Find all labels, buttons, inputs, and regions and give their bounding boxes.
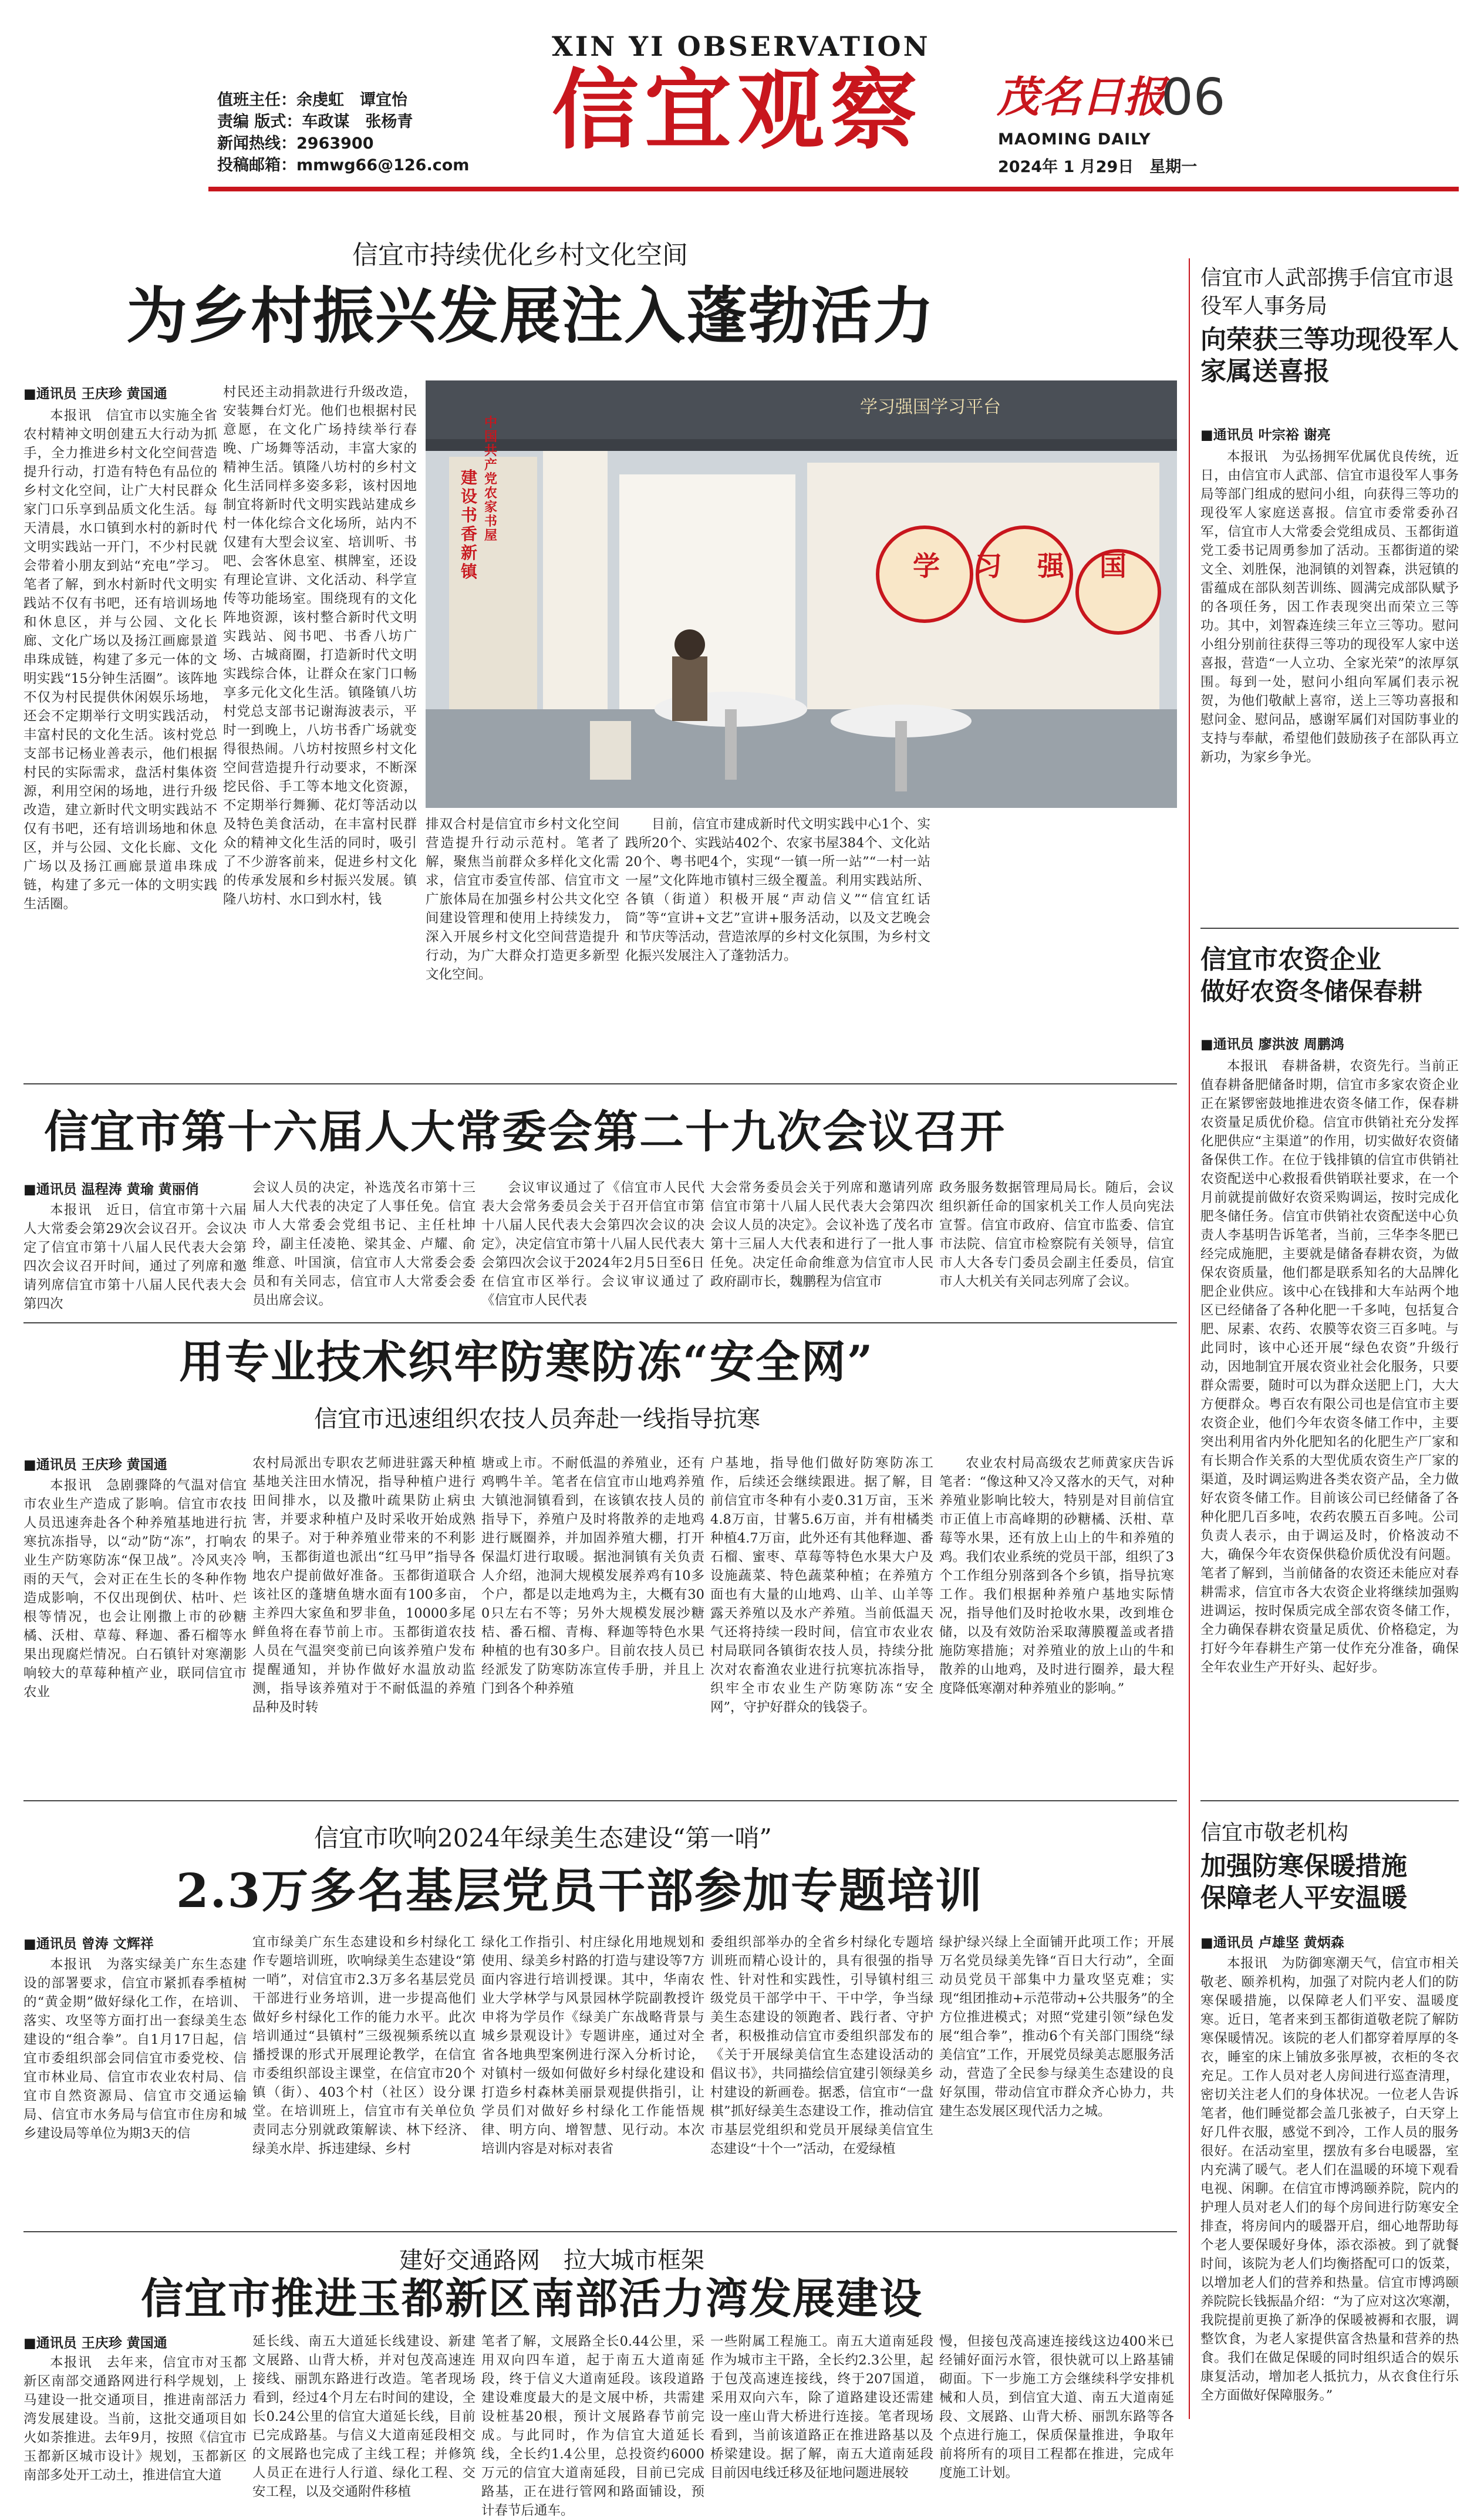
- article-byline: ■通讯员 温程涛 黄瑜 黄丽俏: [23, 1182, 199, 1197]
- article-byline: ■通讯员 王庆珍 黄国通: [23, 2336, 167, 2351]
- article-column: [252, 1933, 475, 2224]
- article-kicker: 信宜市吹响2024年绿美生态建设“第一哨”: [314, 1824, 772, 1852]
- article-paragraph: 农村局派出专职农艺师进驻露天种植基地关注田水情况，指导种植户进行田间排水，以及撒叶疏果防止病虫害，并要求种植户及时采收开始成熟的果子。对于种养殖业带来的不利影响，玉都街道也派出“红马甲”指导各地农户提前做好准备。玉都街道联合该社区的蓬塘鱼塘水面有100多亩，主养四大家鱼和罗非鱼，10000多尾鲜鱼将在春节前上市。玉都街道农技人员在气温突变前已向该养殖户发布提醒通知，并协作做好水温放动监测，指导该养殖对于不耐低温的养殖品种及时转: [252, 1456, 475, 1715]
- sidebar-title-line2: 保障老人平安温暖: [1200, 1883, 1407, 1913]
- sidebar-title-line1: 信宜市农资企业: [1200, 945, 1381, 975]
- article-column: [426, 815, 619, 1073]
- article-paragraph: 政务服务数据管理局局长。随后，会议组织新任命的国家机关工作人员向宪法宣誓。信宜市政府、信宜市监委、信宜市法院、信宜市检察院有关领导，信宜市人大各专门委员会副主任委员，信宜市人大机关有关同志列席了会议。: [939, 1180, 1174, 1289]
- article-paragraph: 目前，信宜市建成新时代文明实践中心1个、实践所20个、实践站402个、农家书屋384个、文化站20个、粤书吧4个，实现“一镇一所一站”“一村一站一屋”文化阵地市镇村三级全覆盖。利用实践站所、各镇（街道）积极开展“声动信义”“信宜红话筒”等“宣讲+文艺”宣讲+服务活动，以及文艺晚会和节庆等活动，营造浓厚的乡村文化氛围，为乡村文化振兴发展注入了蓬勃活力。: [625, 817, 930, 963]
- issue-date: 2024年 1 月29日 星期一: [998, 158, 1198, 176]
- sidebar-kicker: 信宜市敬老机构: [1200, 1821, 1349, 1845]
- article-paragraph: 排双合村是信宜市乡村文化空间营造提升行动示范村。笔者了解，聚焦当前群众多样化文化需求，信宜市委宣传部、信宜市文广旅体局在加强乡村公共文化空间建设管理和使用上持续发力，深入开展乡村文化空间营造提升行动，为广大群众打造更多新型文化空间。: [426, 817, 619, 982]
- sidebar-column: [1200, 1954, 1459, 2419]
- article-paragraph: 会议审议通过了《信宜市人民代表大会常务委员会关于召开信宜市第十八届人民代表大会第四次会议的决定》，决定信宜市第十八届人民代表大会第四次会议于2024年2月5日至6日在信宜市区举行。会议审议通过了《信宜市人民代表: [481, 1180, 704, 1308]
- article-column: [939, 1454, 1174, 1793]
- masthead-editors: [217, 89, 469, 176]
- article-column: [23, 1955, 247, 2224]
- article-title: 信宜市推进玉都新区南部活力湾发展建设: [141, 2273, 923, 2323]
- article-paragraph: 委组织部举办的全省乡村绿化专题培训班而精心设计的，具有很强的指导性、针对性和实践性，引导镇村组三级党员干部学中干、干中学，争当绿美生态建设的领跑者、践行者、守护者，积极推动信宜市委组织部发布的《关于开展绿美信宜生态建设活动的倡议书》，共同描绘信宜建引领绿美乡村建设的新画卷。据悉，信宜市“一盘棋”抓好绿美生态建设工作，推动信宜市基层党组织和党员开展绿美信宜生态建设“十个一”活动，在爱绿植: [710, 1935, 933, 2157]
- article-byline: ■通讯员 王庆珍 黄国通: [23, 1457, 167, 1473]
- editor-value: mmwg66@126.com: [296, 156, 470, 174]
- sidebar-paragraph: 本报讯 为防御寒潮天气，信宜市相关敬老、颐养机构，加强了对院内老人们的防寒保暖措施，以保障老人们平安、温暖度寒。近日，笔者来到玉都街道敬老院了解防寒保暖情况。该院的老人们都穿着厚厚的冬衣，睡室的床上铺放多张厚被，衣柜的冬衣充足。工作人员对老人房间进行巡查清理，密切关注老人们的身体状况。一位老人告诉笔者，他们睡觉都会盖几张被子，白天穿上好几件衣服，感觉不到冷，工作人员的服务很好。在活动室里，摆放有多台电暖器，室内充满了暖气。老人们在温暖的环境下观看电视、闲聊。在信宜市博鸿颐养院，院内的护理人员对老人们的每个房间进行防寒安全排查，将房间内的暖器开启，细心地帮助每个老人要保暖好身体，添衣添被。到了就餐时间，该院为老人们均衡搭配可口的饭菜，以增加老人们的营养和热量。信宜市博鸿颐养院院长钱振晶介绍：“为了应对这次寒潮，我院提前更换了新净的保暖被褥和衣服，调整饮食，为老人家提供富含热量和营养的热食。我们在做足保暖的同时组织适合的娱乐康复活动，增加老人抵抗力，从衣食住行乐全方面做好保障服务。”: [1200, 1956, 1459, 2403]
- editor-value: 余虔虹 谭宜怡: [296, 91, 407, 109]
- article-paragraph: 农业农村局高级农艺师黄家庆告诉笔者：“像这种又冷又落水的天气，对种养殖业影响比较大，特别是对目前信宜市正值上市高峰期的砂糖橘、沃柑、草莓等水果，还有放上山上的牛和养殖的鸡。我们农业系统的党员干部，组织了3个工作组分别落到各个乡镇，指导抗寒工作。我们根据种养殖户基地实际情况，指导他们及时抢收水果，改到堆仓储，以及有效防治采取薄膜覆盖或者措施防寒措施；对养殖业的放上山的牛和散养的山地鸡，及时进行圈养，最大程度降低寒潮对种养殖业的影响。”: [939, 1456, 1174, 1696]
- article-column: [481, 1178, 704, 1315]
- article-title: 2.3万多名基层党员干部参加专题培训: [176, 1863, 984, 1918]
- article-photo-reading-room: [426, 380, 1177, 808]
- reading-room-illustration: [426, 380, 1177, 808]
- page-number: 06: [1161, 68, 1226, 127]
- article-paragraph: 本报讯 为落实绿美广东生态建设的部署要求，信宜市紧抓春季植树的“黄金期”做好绿化工作，在培训、落实、攻坚等方面打出一套绿美生态建设的“组合拳”。自1月17日起，信宜市委组织部会同信宜市委党校、信宜市林业局、信宜市农业农村局、信宜市自然资源局、信宜市交通运输局、信宜市水务局与信宜市住房和城乡建设局等单位为期3天的信: [23, 1957, 247, 2141]
- article-column: [23, 1201, 247, 1315]
- article-paragraph: 户基地，指导他们做好防寒防冻工作，后续还会继续跟进。据了解，目前信宜市冬种有小麦0.31万亩，玉米4.8万亩，甘薯5.6万亩，并有柑橘类种植4.7万亩，此外还有其他释迦、番石榴、蜜枣、草莓等特色水果大户及设施蔬菜、特色蔬菜种植；在养殖方面也有大量的山地鸡、山羊、山羊等露天养殖以及水产养殖。当前低温天气还将持续一段时间，信宜市农业农村局联同各镇街农技人员，持续分批次对农畜渔农业进行抗寒抗冻指导，织牢全市农业生产防寒防冻“安全网”，守护好群众的钱袋子。: [710, 1456, 933, 1715]
- sidebar-title-line2: 做好农资冬储保春耕: [1200, 977, 1423, 1006]
- article-column: [252, 1454, 475, 1793]
- editor-value: 车政谋 张杨青: [302, 113, 413, 131]
- editor-label: 责编 版式：: [217, 113, 302, 131]
- editor-label: 值班主任：: [217, 91, 296, 109]
- article-column: [710, 1178, 933, 1315]
- sidebar-byline: ■通讯员 卢雄坚 黄炳森: [1200, 1935, 1344, 1950]
- article-column: [710, 1933, 933, 2224]
- sidebar-separator: [1200, 1800, 1459, 1801]
- article-paragraph: 绿护绿兴绿上全面铺开此项工作；开展万名党员绿美先锋“百日大行动”，全面动员党员干部集中力量攻坚克难；实现“组团推动+示范带动+公共服务”的全方位推进模式；对照“党建引领”绿色发展“组合拳”，推动6个有关部门围绕“绿美信宜”工作，开展党员绿美志愿服务活动，营造了全民参与绿美生态建设的良好氛围，带动信宜市群众齐心协力，共建生态发展区现代活力之城。: [939, 1935, 1174, 2119]
- article-column: [252, 2332, 475, 2499]
- article-paragraph: 本报讯 近日，信宜市第十六届人大常委会第29次会议召开。会议决定了信宜市第十八届人民代表大会第四次会议召开时间，通过了列席和邀请列席信宜市第十八届人民代表大会第四次: [23, 1202, 247, 1312]
- article-paragraph: 一些附属工程施工。南五大道南延段作为城市主干路，全长约2.3公里，起于包茂高速连接线，终于207国道，采用双向六车，除了道路建设还需建设一座山背大桥进行连接。笔者现场看到，当前该道路正在推进路基以及桥梁建设。据了解，南五大道南延段目前因电线迁移及征地问题进展较: [710, 2334, 933, 2481]
- article-column: [252, 1178, 475, 1315]
- masthead-rule: [208, 187, 1459, 191]
- paper-english-name: MAOMING DAILY: [998, 130, 1151, 149]
- article-paragraph: 本报讯 急剧骤降的气温对信宜市农业生产造成了影响。信宜市农技人员迅速奔赴各个种养殖基地进行抗寒抗冻指导，以“动”防“冻”，打响农业生产防寒防冻“保卫战”。冷风夹冷雨的天气，会对正在生长的冬种作物造成影响，不仅出现倒伏、枯叶、烂根等情况，也会让刚撒上市的砂糖橘、沃柑、草莓、释迦、番石榴等水果出现腐烂情况。白石镇针对寒潮影响较大的草莓种植产业，联同信宜市农业: [23, 1478, 247, 1700]
- masthead-english-title: XIN YI OBSERVATION: [552, 31, 930, 62]
- photo-sign-ceiling: 学习强国学习平台: [860, 397, 1001, 417]
- article-byline: ■通讯员 曾涛 文辉祥: [23, 1936, 154, 1952]
- sidebar-column: [1200, 1057, 1459, 1790]
- article-paragraph: 会议人员的决定，补选茂名市第十三届人大代表的决定了人事任免。信宜市人大常委会党组书记、主任杜坤玲，副主任凌艳、梁其金、卢耀、俞维意、叶国演，信宜市人大常委会委员和有关同志，信宜市人大常委会委员出席会议。: [252, 1180, 475, 1308]
- article-title: 为乡村振兴发展注入蓬勃活力: [126, 279, 936, 352]
- article-column: [710, 2332, 933, 2481]
- masthead-chinese-title: 信宜观察: [552, 59, 923, 161]
- article-paragraph: 大会常务委员会关于列席和邀请列席信宜市第十八届人民代表大会第四次会议人员的决定》。会议补选了茂名市第十三届人大代表和进行了一批人事任免。决定任命俞维意为信宜市人民政府副市长，魏鹏程为信宜市: [710, 1180, 933, 1289]
- editor-value: 2963900: [296, 134, 374, 153]
- section-divider: [23, 1800, 1177, 1801]
- article-paragraph: 村民还主动捐款进行升级改造，安装舞台灯光。他们也根据村民意愿，在文化广场持续举行春晚、广场舞等活动，丰富大家的精神生活。镇隆八坊村的乡村文化生活同样多姿多彩，该村因地制宜将新时代文明实践站建成乡村一体化综合文化场所，站内不仅建有大型会议室、培训听、书吧、会客休息室、棋牌室，还设有理论宣讲、文化活动、科学宣传等功能场室。围绕现有的文化阵地资源，该村整合新时代文明实践站、阅书吧、书香八坊广场、古城商圈，打造新时代文明实践综合体，让群众在家门口畅享多元化文化生活。镇隆镇八坊村党总支部书记谢海波表示，平时一到晚上，八坊书香广场就变得很热闹。八坊村按照乡村文化空间营造提升行动要求，不断深挖民俗、手工等本地文化资源，不定期举行舞狮、花灯等活动以及特色美食活动，在丰富村民群众的精神文化生活的同时，吸引了不少游客前来，促进乡村文化的传承发展和乡村振兴发展。镇隆八坊村、水口到水村，钱: [223, 385, 417, 907]
- article-byline: ■通讯员 王庆珍 黄国通: [23, 386, 167, 402]
- section-divider: [23, 2231, 1177, 2232]
- photo-sign-bookish-town: 建设书香新镇: [461, 468, 478, 581]
- article-paragraph: 塘或上市。不耐低温的养殖业，还有鸡鸭牛羊。笔者在信宜市山地鸡养殖大镇池洞镇看到，在该镇农技人员的指导下，养殖户及时将散养的走地鸡进行厩圈养，并加固养殖大棚，打开保温灯进行取暖。据池洞镇有关负责人介绍，池洞大规模发展养鸡有10多个户，都是以走地鸡为主，大概有300只左右不等；另外大规模发展沙糖桔、番石榴、青梅、释迦等特色水果种植的也有30多户。目前农技人员已经派发了防寒防冻宣传手册，并且上门到各个种养殖: [481, 1456, 704, 1696]
- sidebar-title-line1: 加强防寒保暖措施: [1200, 1851, 1407, 1881]
- sidebar-column: [1200, 447, 1459, 917]
- sidebar-title: 向荣获三等功现役军人家属送喜报: [1200, 325, 1459, 386]
- article-column: [23, 406, 217, 1076]
- article-column: [710, 1454, 933, 1793]
- sidebar-separator: [1200, 928, 1459, 929]
- article-paragraph: 延长线、南五大道延长线建设、新建文展路、山背大桥，并对包茂高速连接线、丽凯东路进行改造。笔者现场看到，经过4个月左右时间的建设，全长0.24公里的信宜大道延长线，目前已完成路基。与信义大道南延段相交的文展路也完成了主线工程；并修筑人员正在进行人行道、绿化工程、交安工程，以及交通附件移植: [252, 2334, 475, 2499]
- article-column: [23, 1476, 247, 1793]
- article-paragraph: 绿化工作指引、村庄绿化用地规划和使用、绿美乡村路的打造与建设等7方面内容进行培训授课。其中，华南农业大学林学与风景园林学院副教授许申将为学员作《绿美广东战略背景与城乡景观设计》专题讲座，通过对全省各地典型案例进行深入分析讨论，对镇村一级如何做好乡村绿化建设和打造乡村森林美丽景观提供指引，让学员们对做好乡村绿化工作能悟规律、明方向、增智慧、见行动。本次培训内容是对标对表省: [481, 1935, 704, 2157]
- article-column: [625, 815, 930, 1073]
- article-column: [23, 2353, 247, 2483]
- sidebar-divider: [1189, 258, 1190, 2419]
- article-column: [939, 1178, 1174, 1315]
- photo-sign-study-wall: 学习强国: [913, 550, 1162, 582]
- article-paragraph: 笔者了解，文展路全长0.44公里，采用双向四车道，起于南五大道南延段，终于信义大道南延段。该段道路建设难度最大的是文展中桥，共需建设桩基20根，预计文展路春节前完成。与此同时，作为信宜大道延长线，全长约1.4公里，总投资约6000万元的信宜大道南延段，目前已完成路基，正在进行管网和路面铺设，预计春节后通车。: [481, 2334, 704, 2518]
- article-column: [481, 2332, 704, 2518]
- editor-label: 投稿邮箱：: [217, 156, 296, 174]
- article-paragraph: 宜市绿美广东生态建设和乡村绿化工作专题培训班，吹响绿美生态建设“第一哨”，对信宜市2.3万多名基层党员干部进行业务培训，进一步提高他们做好乡村绿化工作的能力水平。此次培训通过“县镇村”三级视频系统以直播授课的形式开展理论教学，在信宜市委组织部设主课堂，在信宜市20个镇（街）、403个村（社区）设分课堂。在培训班上，信宜市有关单位负责同志分别就政策解读、林下经济、绿美水岸、拆违建绿、乡村: [252, 1935, 475, 2157]
- article-kicker: 信宜市持续优化乡村文化空间: [352, 240, 688, 270]
- article-title: 用专业技术织牢防寒防冻“安全网”: [179, 1336, 874, 1388]
- section-divider: [23, 1322, 1177, 1323]
- article-paragraph: 慢，但接包茂高速连接线这边400米已经铺好面污水管，很快就可以上路基铺砌面。下一步施工方会继续科学安排机械和人员，到信宜大道、南五大道南延段、文展路、山背大桥、丽凯东路等各个点进行施工，保质保量推进，争取年前将所有的项目工程都在推进，完成年度施工计划。: [939, 2334, 1174, 2481]
- photo-sign-party-board: 中国共产党农家书屋: [484, 415, 498, 543]
- sidebar-paragraph: 本报讯 春耕备耕，农资先行。当前正值春耕备肥储备时期，信宜市多家农资企业正在紧锣密鼓地推进农资冬储工作，保春耕农资量足质优价稳。信宜市供销社充分发挥化肥供应“主渠道”的作用，切实做好农资储备保供工作。在位于钱排镇的信宜市供销社农资配送中心救报看供销联社要求，在一个月前就提前做好农资采购调运，按时完成化肥冬储任务。信宜市供销社农资配送中心负责人李基明告诉笔者，当前，三华李冬肥已经完成施肥，主要就是储备春耕农资，为做保农资质量，他们都是联系知名的大品牌化肥企业供应。该中心在钱排和大车站两个地区已经储备了各种化肥一千多吨，包括复合肥、尿素、农药、农膜等农资三百多吨。与此同时，该中心还开展“绿色农资”升级行动，因地制宜开展农资业社会化服务，只要群众需要，随时可以为群众送肥上门，大大方便群众。粤百农有限公司也是信宜市主要农资企业，他们今年农资冬储工作中，主要突出利用省内外化肥知名的化肥生产厂家和有长期合作关系的大型优质农资生产厂家的渠道，及时调运购进各类农资产品，全力做好农资冬储工作。目前该公司已经储备了各种化肥几百多吨，农药农膜五百多吨。公司负责人表示，由于调运及时，价格波动不大，确保今年农资保供稳价质优没有问题。笔者了解到，当前储备的农资还未能应对春耕需求，信宜市各大农资企业将继续加强购进调运，按时保质完成全部农资冬储工作，全力确保春耕农资量足质优、价格稳定，为打好今年春耕生产第一仗作充分准备，确保全年农业生产开好头、起好步。: [1200, 1059, 1459, 1675]
- sidebar-byline: ■通讯员 叶宗裕 谢亮: [1200, 427, 1331, 443]
- article-subtitle: 信宜市迅速组织农技人员奔赴一线指导抗寒: [314, 1406, 760, 1433]
- article-paragraph: 本报讯 信宜市以实施全省农村精神文明创建五大行动为抓手，全力推进乡村文化空间营造提升行动，打造有特色有品位的乡村文化空间，让广大村民群众家门口乐享到品质文化生活。每天清晨，水口镇到水村的新时代文明实践站一开门，不少村民就会带着小朋友到站“充电”学习。笔者了解，到水村新时代文明实践站不仅有书吧，还有培训场地和休息区，并与公园、文化长廊、文化广场以及扬江画廊景道串珠成链，构建了多元一体的文明实践“15分钟生活圈”。该阵地不仅为村民提供休闲娱乐场地，还会不定期举行文明实践活动，丰富村民的文化生活。该村党总支部书记杨业善表示，他们根据村民的实际需求，盘活村集体资源，利用空闲的场地，进行升级改造，建立新时代文明实践站不仅有书吧，还有培训场地和休息区，并与公园、文化长廊、文化广场以及扬江画廊景道串珠成链，构建了多元一体的文明实践生活圈。: [23, 408, 217, 912]
- sidebar-paragraph: 本报讯 为弘扬拥军优属优良传统，近日，由信宜市人武部、信宜市退役军人事务局等部门组成的慰问小组，向获得三等功的现役军人家庭送喜报。信宜市委常委孙召军，信宜市人大常委会党组成员、玉都街道党工委书记周勇参加了活动。玉都街道的梁文全、刘胜保，池洞镇的刘智森，洪冠镇的雷蕴成在部队刻苦训练、圆满完成部队赋予的各项任务，因工作表现突出而荣立三等功。其中，刘智森连续三年立三等功。慰问小组分别前往获得三等功的现役军人家中送喜报，营造“一人立功、全家光荣”的浓厚氛围。每到一处，慰问小组向军属们表示祝贺，为他们敬献上喜帘，送上三等功喜报和慰问金、慰问品，感谢军属们对国防事业的支持与奉献，希望他们鼓励孩子在部队再立新功，为家乡争光。: [1200, 449, 1459, 765]
- sidebar-kicker: 信宜市人武部携手信宜市退役军人事务局: [1200, 266, 1455, 318]
- editor-label: 新闻热线：: [217, 134, 296, 153]
- article-column: [223, 383, 417, 1076]
- article-column: [939, 2332, 1174, 2481]
- article-column: [939, 1933, 1174, 2224]
- article-paragraph: 本报讯 去年来，信宜市对玉都新区南部交通路网进行科学规划，上马建设一批交通项目，推进南部活力湾发展建设。当前，这批交通项目如火如荼推进。去年9月，按照《信宜市玉都新区城市设计》规划，玉都新区南部多处开工动土，推进信宜大道: [23, 2355, 247, 2483]
- article-kicker: 建好交通路网 拉大城市框架: [399, 2247, 704, 2274]
- article-column: [481, 1933, 704, 2224]
- article-column: [481, 1454, 704, 1793]
- sidebar-byline: ■通讯员 廖洪波 周鹏鸿: [1200, 1037, 1344, 1052]
- section-divider: [23, 1083, 1177, 1084]
- paper-logo: 茂名日报: [997, 72, 1166, 122]
- article-title: 信宜市第十六届人大常委会第二十九次会议召开: [44, 1106, 1006, 1158]
